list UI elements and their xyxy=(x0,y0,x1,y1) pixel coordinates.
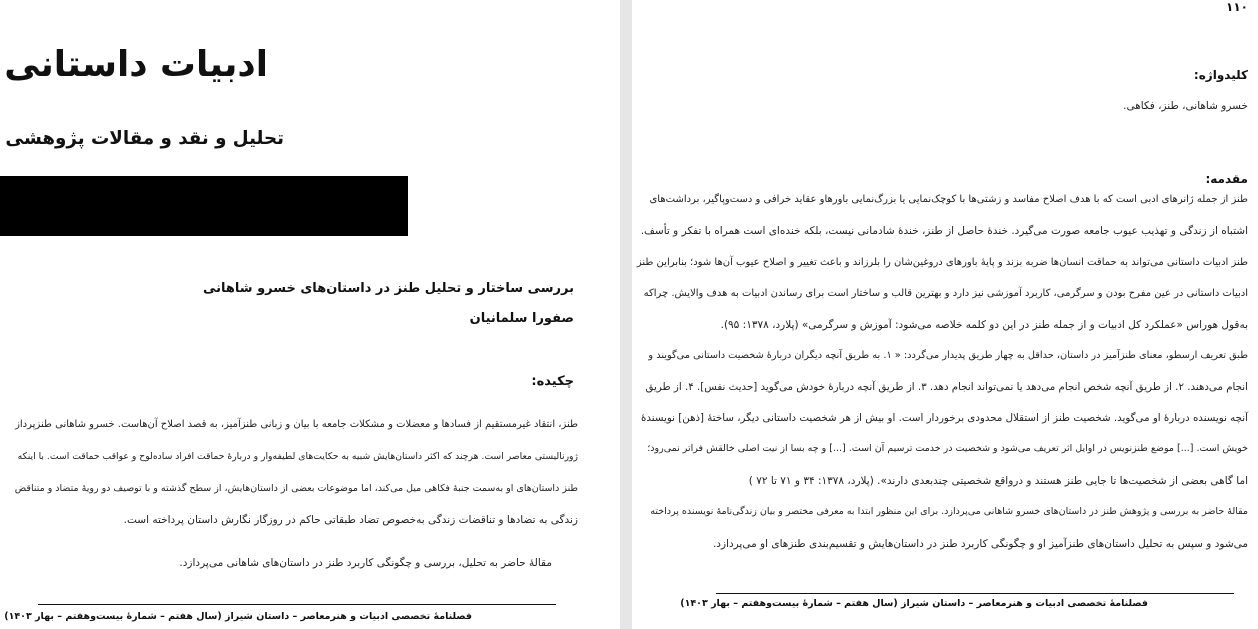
body-line: خویش است. [...] موضع طنزنویس در اوایل اثر تعریف می‌شود و شخصیت در خدمت ترسیم آن است. [...] و چه بسا از نیت اصلی خالقش فراتر نمی‌رود؛ xyxy=(647,443,1248,454)
body-line: اشتباه از زندگی و تهذیب عیوب جامعه صورت می‌گیرد. خندهٔ حاصل از طنز، خندهٔ شادمانی نیست، بلکه خنده‌ای است همراه با تفکر و تأسف. xyxy=(640,225,1248,237)
footer-rule xyxy=(38,604,556,605)
body-line: آنچه نویسنده دربارهٔ او می‌گوید. شخصیت طنز از استقلال محدودی برخوردار است. او بیش از هر شخصیت داستانی دیگر، ساختهٔ [ذهن] نویسندهٔ xyxy=(641,412,1248,424)
abstract-line: طنز، انتقاد غیرمستقیم از فسادها و معضلات و مشکلات جامعه با بیان و زبانی طنزآمیز، به قصد اصلاح آن‌هاست. خسرو شاهانی طنزپرداز xyxy=(15,419,578,430)
abstract-line: طنز داستان‌های او به‌سمت جنبهٔ فکاهی میل می‌کند، اما موضوعات بعضی از داستان‌هایش، از سطح گذشته و با توصیف دو رویهٔ متضاد و متناقض xyxy=(14,483,578,494)
abstract-line: زندگی به تضادها و تناقضات زندگی به‌خصوص تضاد طبقاتی حاکم در روزگار نگارش داستان پرداخته است. xyxy=(123,514,578,526)
redaction-block xyxy=(0,176,408,236)
left-page xyxy=(0,0,620,629)
page-footer: فصلنامهٔ تخصصی ادبیات و هنرمعاصر – داستان شیراز (سال هفتم – شمارهٔ بیست‌وهفتم – بهار ۱۴۰۳) xyxy=(4,611,472,622)
body-line: به‌قول هوراس «عملکرد کل ادبیات و از جمله طنز در این دو کلمه خلاصه می‌شود: آموزش و سرگرمی» (پلارد، ۱۳۷۸: ۹۵). xyxy=(720,319,1248,331)
abstract-closing-line: مقالهٔ حاضر به تحلیل، بررسی و چگونگی کاربرد طنز در داستان‌های شاهانی می‌پردازد. xyxy=(179,557,552,569)
author-name: صفورا سلمانیان xyxy=(469,311,574,326)
body-line: مقالهٔ حاضر به بررسی و پژوهش طنز در داستان‌های خسرو شاهانی می‌پردازد. برای این منظور ابتدا به معرفی مختصر و بیان زندگی‌نامهٔ نویسنده پرداخته xyxy=(650,506,1248,517)
footer-rule xyxy=(716,593,1234,594)
body-line: انجام می‌دهند. ۲. از طریق آنچه شخص انجام می‌دهد یا نمی‌تواند انجام دهد. ۳. از طریق آنچه دربارهٔ خودش می‌گوید [حدیث نفس]. ۴. از طریق xyxy=(645,381,1248,393)
abstract-heading: چکیده: xyxy=(531,374,574,389)
journal-title: ادبیات داستانی xyxy=(4,44,268,85)
journal-subtitle: تحلیل و نقد و مقالات پژوهشی xyxy=(5,128,284,149)
right-page xyxy=(632,0,1258,629)
body-line: طبق تعریف ارسطو، معنای طنزآمیز در داستان، حداقل به چهار طریق پدیدار می‌گردد: « ۱. به طریق آنچه دیگران دربارهٔ شخصیت داستانی می‌گویند و xyxy=(648,350,1248,361)
body-line: طنز از جمله ژانرهای ادبی است که با هدف اصلاح مفاسد و زشتی‌ها با کوچک‌نمایی یا بزرگ‌نمایی باورهاو عقاید خرافی و دست‌وپاگیر، برداشت‌های xyxy=(649,194,1248,205)
body-line: طنز ادبیات داستانی می‌تواند به حماقت انسان‌ها ضربه بزند و پایهٔ باورهای دروغین‌شان را بلرزاند و باعث تغییر و اصلاح عیوب آن‌ها شود؛ بنابراین طنز xyxy=(636,257,1248,268)
article-title: بررسی ساختار و تحلیل طنز در داستان‌های خسرو شاهانی xyxy=(202,281,574,296)
page-gutter xyxy=(620,0,632,629)
introduction-heading: مقدمه: xyxy=(1205,172,1248,186)
body-line: می‌شود و سپس به تحلیل داستان‌های طنزآمیز او و چگونگی کاربرد طنز در داستان‌هایش و تقسیم‌بندی طنزهای او می‌پردازد. xyxy=(712,538,1248,550)
page-footer: فصلنامهٔ تخصصی ادبیات و هنرمعاصر – داستان شیراز (سال هفتم – شمارهٔ بیست‌وهفتم – بهار ۱۴۰۳) xyxy=(680,598,1148,609)
body-line: ادبیات داستانی در عین مفرح بودن و سرگرمی، کاربرد آموزشی نیز دارد و بهترین قالب و ساختار است برای رساندن ادبیات به هدف والایش. چراکه xyxy=(643,288,1248,299)
keywords-heading: کلیدواژه: xyxy=(1193,68,1248,82)
keywords-text: خسرو شاهانی، طنز، فکاهی. xyxy=(1123,100,1248,112)
abstract-line: ژورنالیستی معاصر است. هرچند که اکثر داستان‌هایش شبیه به حکایت‌های لطیفه‌وار و دربارهٔ حماقت افراد ساده‌لوح و عواقب حماقت است. با اینکه xyxy=(17,451,578,462)
page-number: ۱۱۰ xyxy=(1226,0,1248,14)
body-line: اما گاهی بعضی از شخصیت‌ها تا جایی طنز هستند و درواقع شخصیتی چندبعدی دارند». (پلارد، ۱۳۷۸: ۳۴ و ۷۱ تا ۷۲ ) xyxy=(748,475,1248,487)
